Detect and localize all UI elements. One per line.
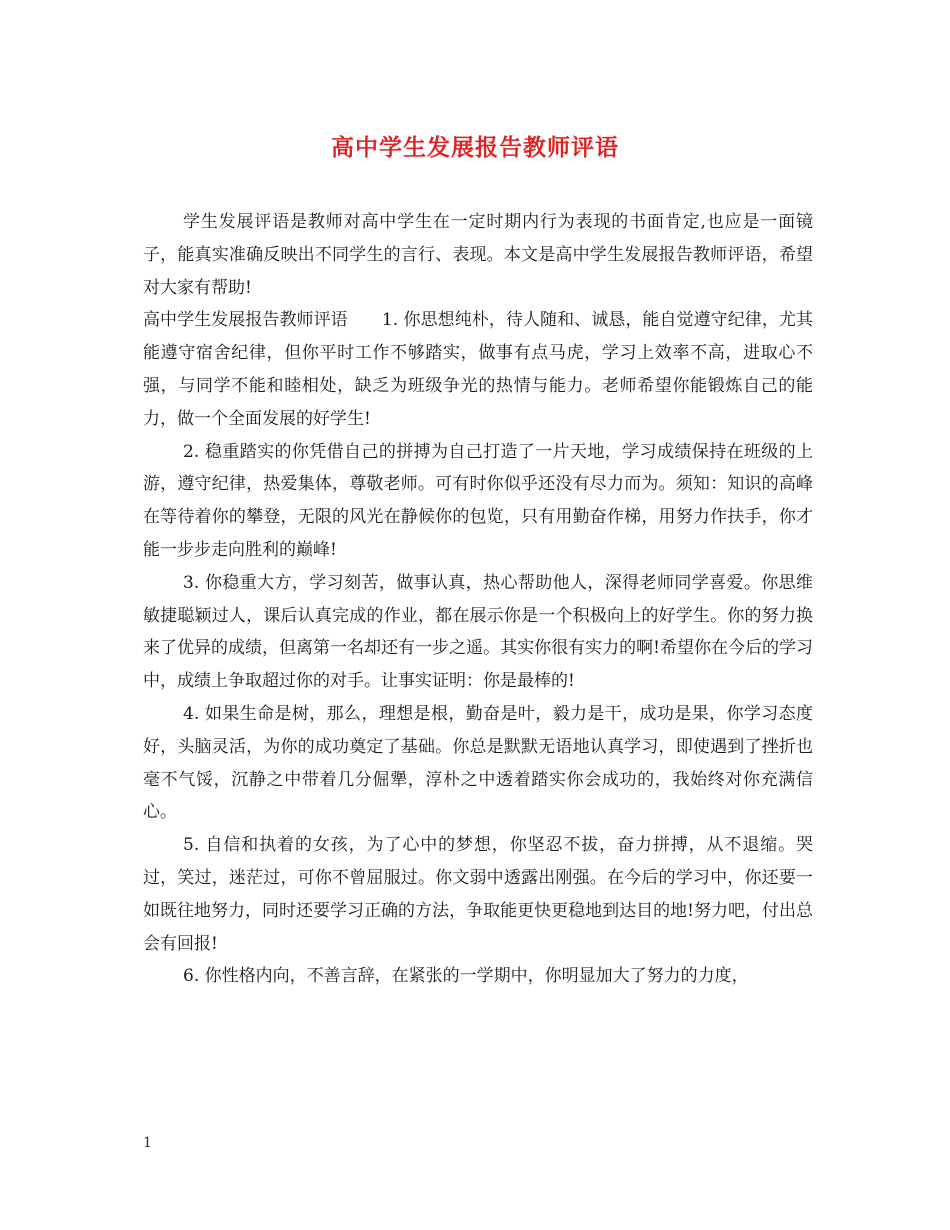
paragraph-comment-2: 2. 稳重踏实的你凭借自己的拼搏为自己打造了一片天地，学习成绩保持在班级的上游，遵守纪律，热爱集体，尊敬老师。可有时你似乎还没有尽力而为。须知：知识的高峰在等待着你的攀登，无限的风光在静候你的包览，只有用勤奋作梯，用努力作扶手，你才能一步步走向胜利的巅峰!	[143, 441, 813, 560]
paragraph-comment-1: 高中学生发展报告教师评语 1. 你思想纯朴，待人随和、诚恳，能自觉遵守纪律，尤其能遵守宿舍纪律，但你平时工作不够踏实，做事有点马虎，学习上效率不高，进取心不强，与同学不能和睦相处，缺乏为班级争光的热情与能力。老师希望你能锻炼自己的能力，做一个全面发展的好学生!	[143, 310, 813, 429]
paragraph-intro: 学生发展评语是教师对高中学生在一定时期内行为表现的书面肯定,也应是一面镜子，能真实准确反映出不同学生的言行、表现。本文是高中学生发展报告教师评语，希望对大家有帮助!	[143, 212, 813, 298]
paragraph-comment-6: 6. 你性格内向，不善言辞，在紧张的一学期中，你明显加大了努力的力度，	[183, 966, 749, 987]
document-body	[143, 206, 813, 993]
page-number: 1	[143, 1135, 152, 1151]
paragraph-comment-4: 4. 如果生命是树，那么，理想是根，勤奋是叶，毅力是干，成功是果，你学习态度好，头脑灵活，为你的成功奠定了基础。你总是默默无语地认真学习，即使遇到了挫折也毫不气馁，沉静之中带着几分倔犟，淳朴之中透着踏实你会成功的，我始终对你充满信心。	[143, 703, 813, 823]
document-title: 高中学生发展报告教师评语	[331, 134, 619, 161]
paragraph-comment-3: 3. 你稳重大方，学习刻苦，做事认真，热心帮助他人，深得老师同学喜爱。你思维敏捷聪颖过人，课后认真完成的作业，都在展示你是一个积极向上的好学生。你的努力换来了优异的成绩，但离第一名却还有一步之遥。其实你很有实力的啊!希望你在今后的学习中，成绩上争取超过你的对手。让事实证明：你是最棒的!	[143, 572, 813, 692]
paragraph-comment-5: 5. 自信和执着的女孩，为了心中的梦想，你坚忍不拔，奋力拼搏，从不退缩。哭过，笑过，迷茫过，可你不曾屈服过。你文弱中透露出刚强。在今后的学习中，你还要一如既往地努力，同时还要学习正确的方法，争取能更快更稳地到达目的地!努力吧，付出总会有回报!	[143, 835, 813, 954]
